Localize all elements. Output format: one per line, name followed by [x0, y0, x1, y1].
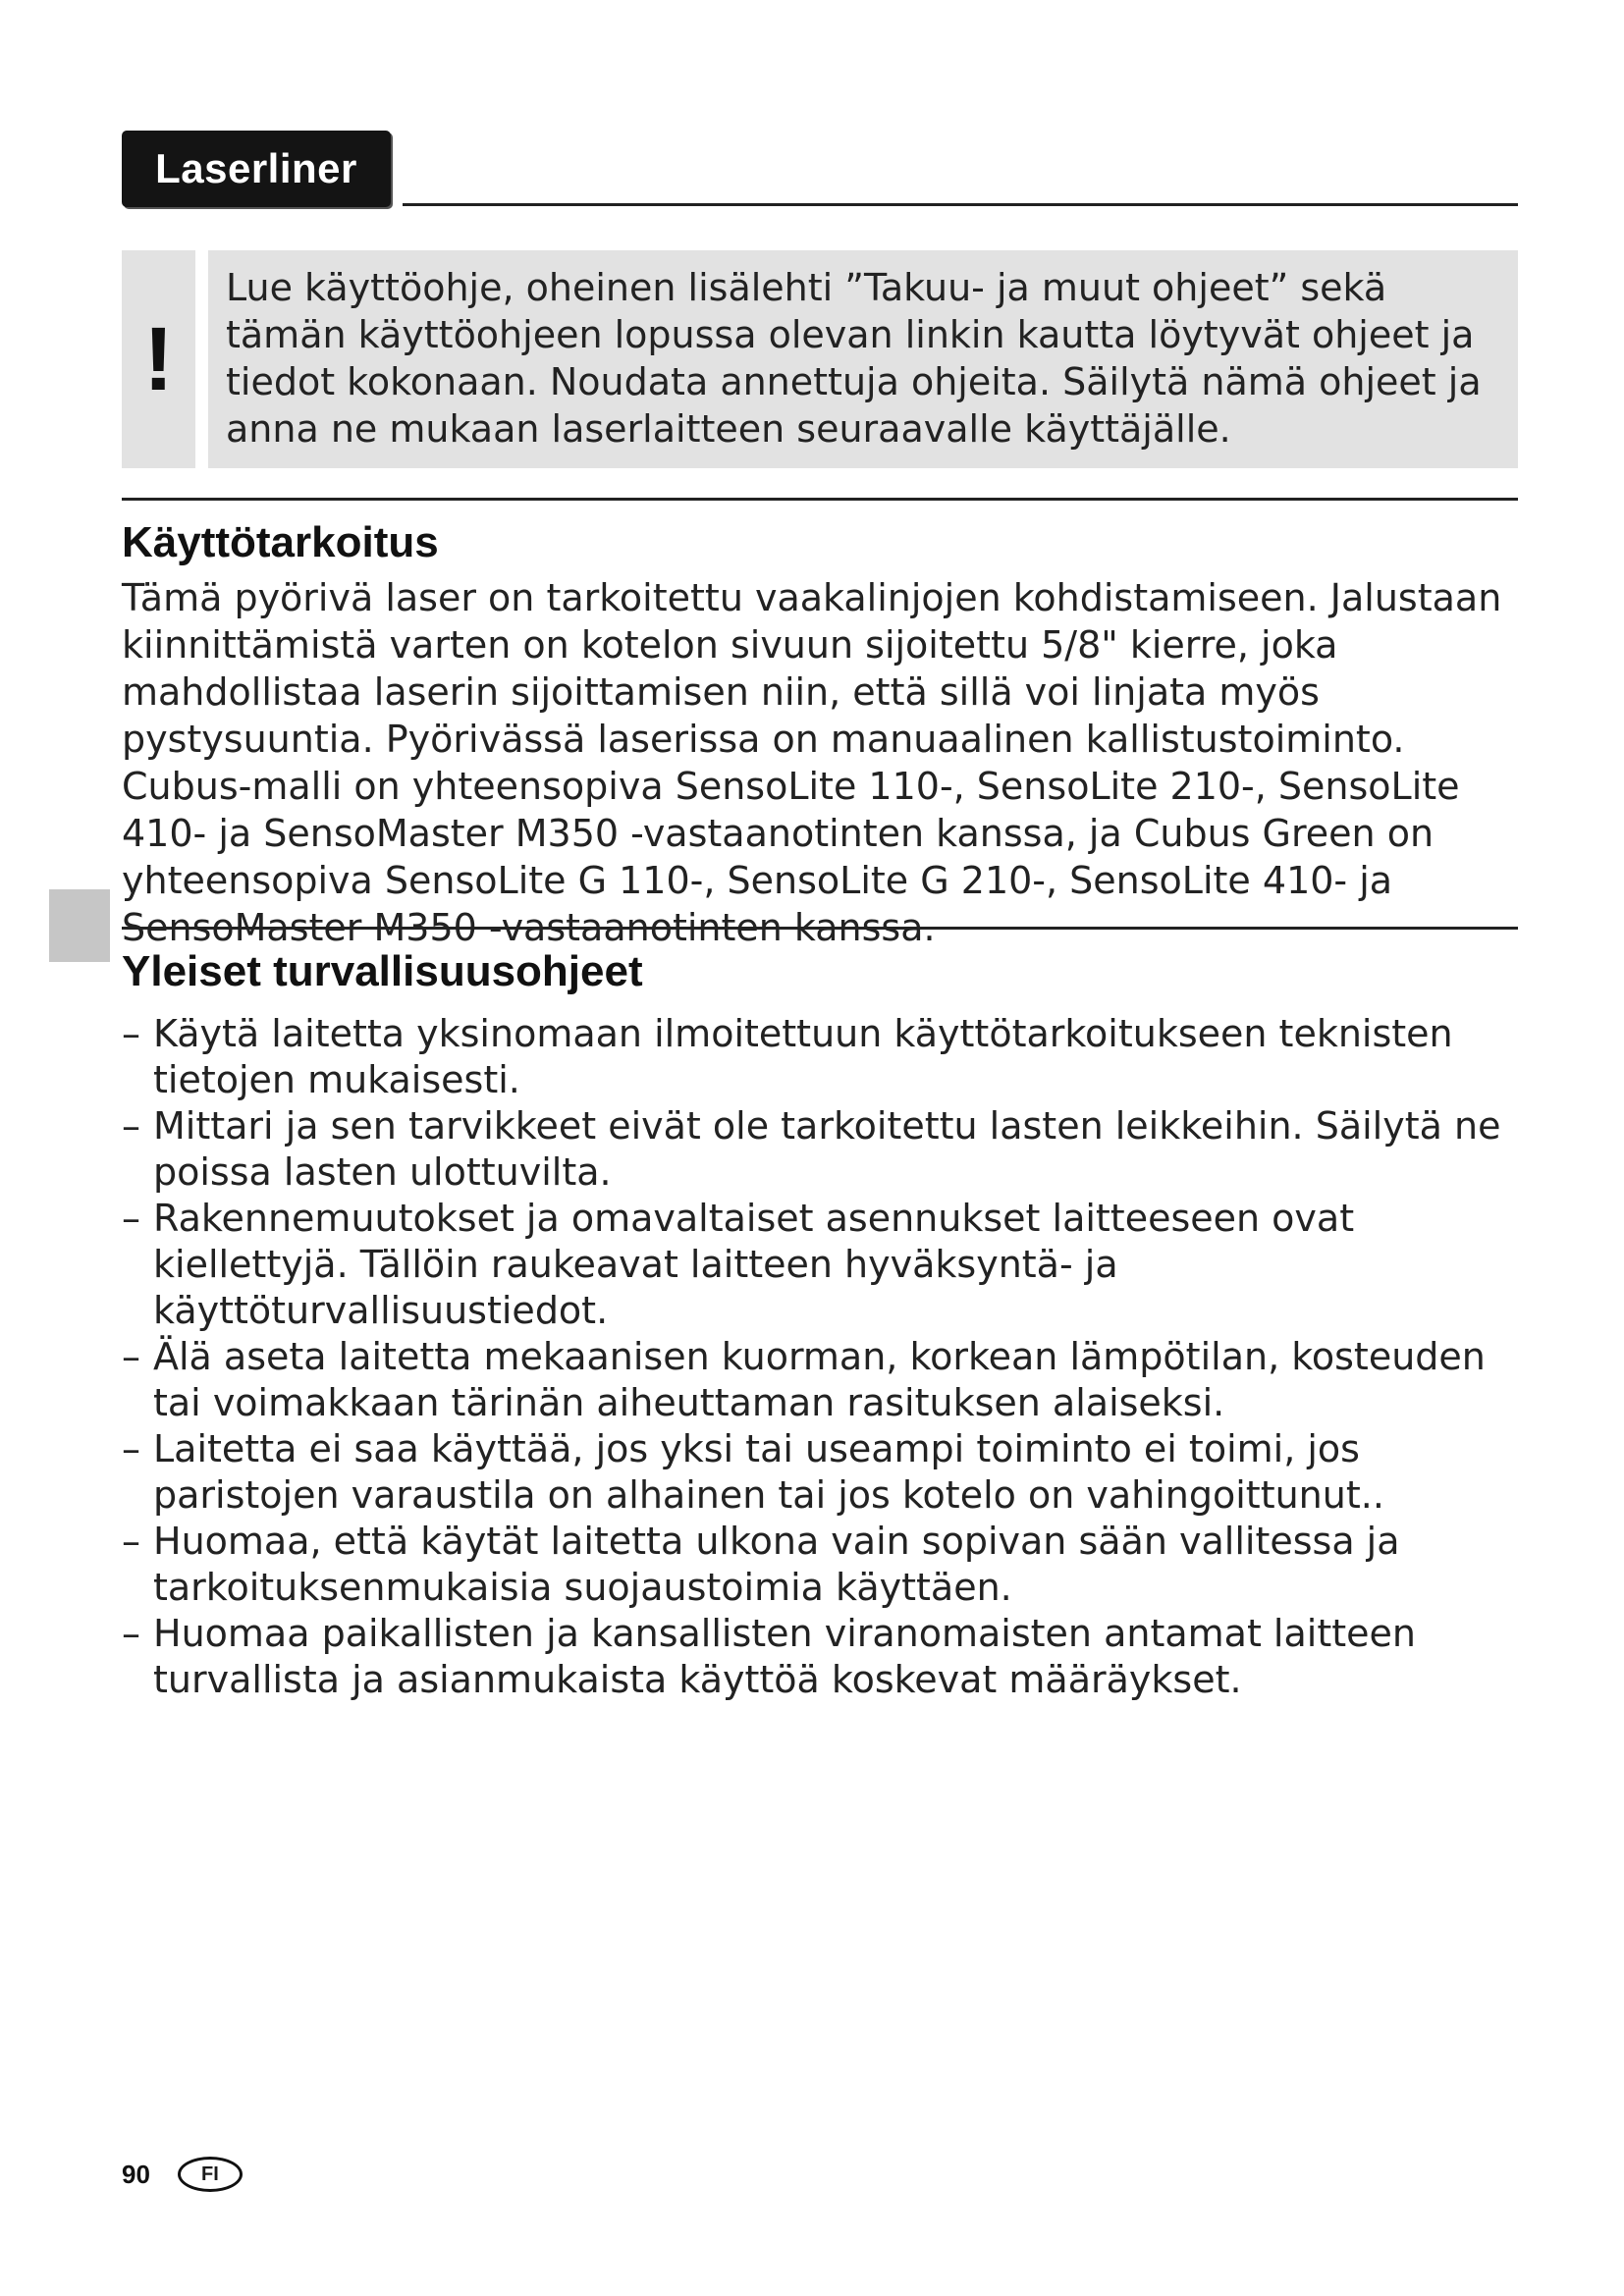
- notice-box: [208, 250, 1518, 468]
- list-item: – Huomaa paikallisten ja kansallisten viranomaisten antamat laitteen turvallista ja asianmukaista käyttöä koskevat määräykset.: [122, 1612, 1416, 1701]
- page-number: 90: [122, 2159, 150, 2189]
- purpose-title: Käyttötarkoitus: [122, 518, 439, 566]
- section-divider: [122, 927, 1518, 930]
- purpose-text: Tämä pyörivä laser on tarkoitettu vaakalinjojen kohdistamiseen. Jalustaan kiinnittämistä varten on kotelon sivuun sijoitettu 5/8" kierre, joka mahdollistaa laserin sijoittamisen niin, että sillä voi linjata myös pystysuuntia. Pyörivässä laserissa on manuaalinen kallistustoiminto. Cubus-malli on yhteensopiva SensoLite 110-, SensoLite 210-, SensoLite 410- ja SensoMaster M350 -vastaanotinten kanssa, ja Cubus Green on yhteensopiva SensoLite G 110-, SensoLite G 210-, SensoLite 410- ja SensoMaster M350 -vastaanotinten kanssa.: [122, 576, 1502, 949]
- dash-bullet: –: [122, 1335, 140, 1378]
- list-item: – Mittari ja sen tarvikkeet eivät ole tarkoitettu lasten leikkeihin. Säilytä ne poissa lasten ulottuvilta.: [122, 1104, 1501, 1194]
- brand-logo: Laserliner: [122, 131, 391, 207]
- dash-bullet: –: [122, 1104, 140, 1148]
- safety-list: [122, 1011, 1526, 1703]
- section-divider: [122, 498, 1518, 501]
- header-divider: [403, 203, 1518, 206]
- list-item: – Käytä laitetta yksinomaan ilmoitettuun käyttötarkoitukseen teknisten tietojen mukaisesti.: [122, 1012, 1453, 1101]
- dash-bullet: –: [122, 1427, 140, 1470]
- list-item: – Älä aseta laitetta mekaanisen kuorman, korkean lämpötilan, kosteuden tai voimakkaan tärinän aiheuttaman rasituksen alaiseksi.: [122, 1335, 1486, 1424]
- dash-bullet: –: [122, 1012, 140, 1055]
- dash-bullet: –: [122, 1612, 140, 1655]
- notice-text: Lue käyttöohje, oheinen lisälehti ”Takuu- ja muut ohjeet” sekä tämän käyttöohjeen lopussa olevan linkin kautta löytyvät ohjeet ja tiedot kokonaan. Noudata annettuja ohjeita. Säilytä nämä ohjeet ja anna ne mukaan laserlaitteen seuraavalle käyttäjälle.: [226, 266, 1482, 451]
- list-item: – Rakennemuutokset ja omavaltaiset asennukset laitteeseen ovat kiellettyjä. Tällöin raukeavat laitteen hyväksyntä- ja käyttöturvallisuustiedot.: [122, 1197, 1355, 1332]
- warning-icon: !: [122, 250, 195, 468]
- dash-bullet: –: [122, 1197, 140, 1240]
- dash-bullet: –: [122, 1520, 140, 1563]
- safety-title: Yleiset turvallisuusohjeet: [122, 947, 643, 995]
- list-item: – Huomaa, että käytät laitetta ulkona vain sopivan sään vallitessa ja tarkoituksenmukaisia suojaustoimia käyttäen.: [122, 1520, 1400, 1609]
- language-badge: FI: [178, 2157, 243, 2192]
- side-tab-marker: [49, 889, 110, 962]
- list-item: – Laitetta ei saa käyttää, jos yksi tai useampi toiminto ei toimi, jos paristojen varaustila on alhainen tai jos kotelo on vahingoittunut..: [122, 1427, 1384, 1517]
- page-footer: [122, 2155, 243, 2194]
